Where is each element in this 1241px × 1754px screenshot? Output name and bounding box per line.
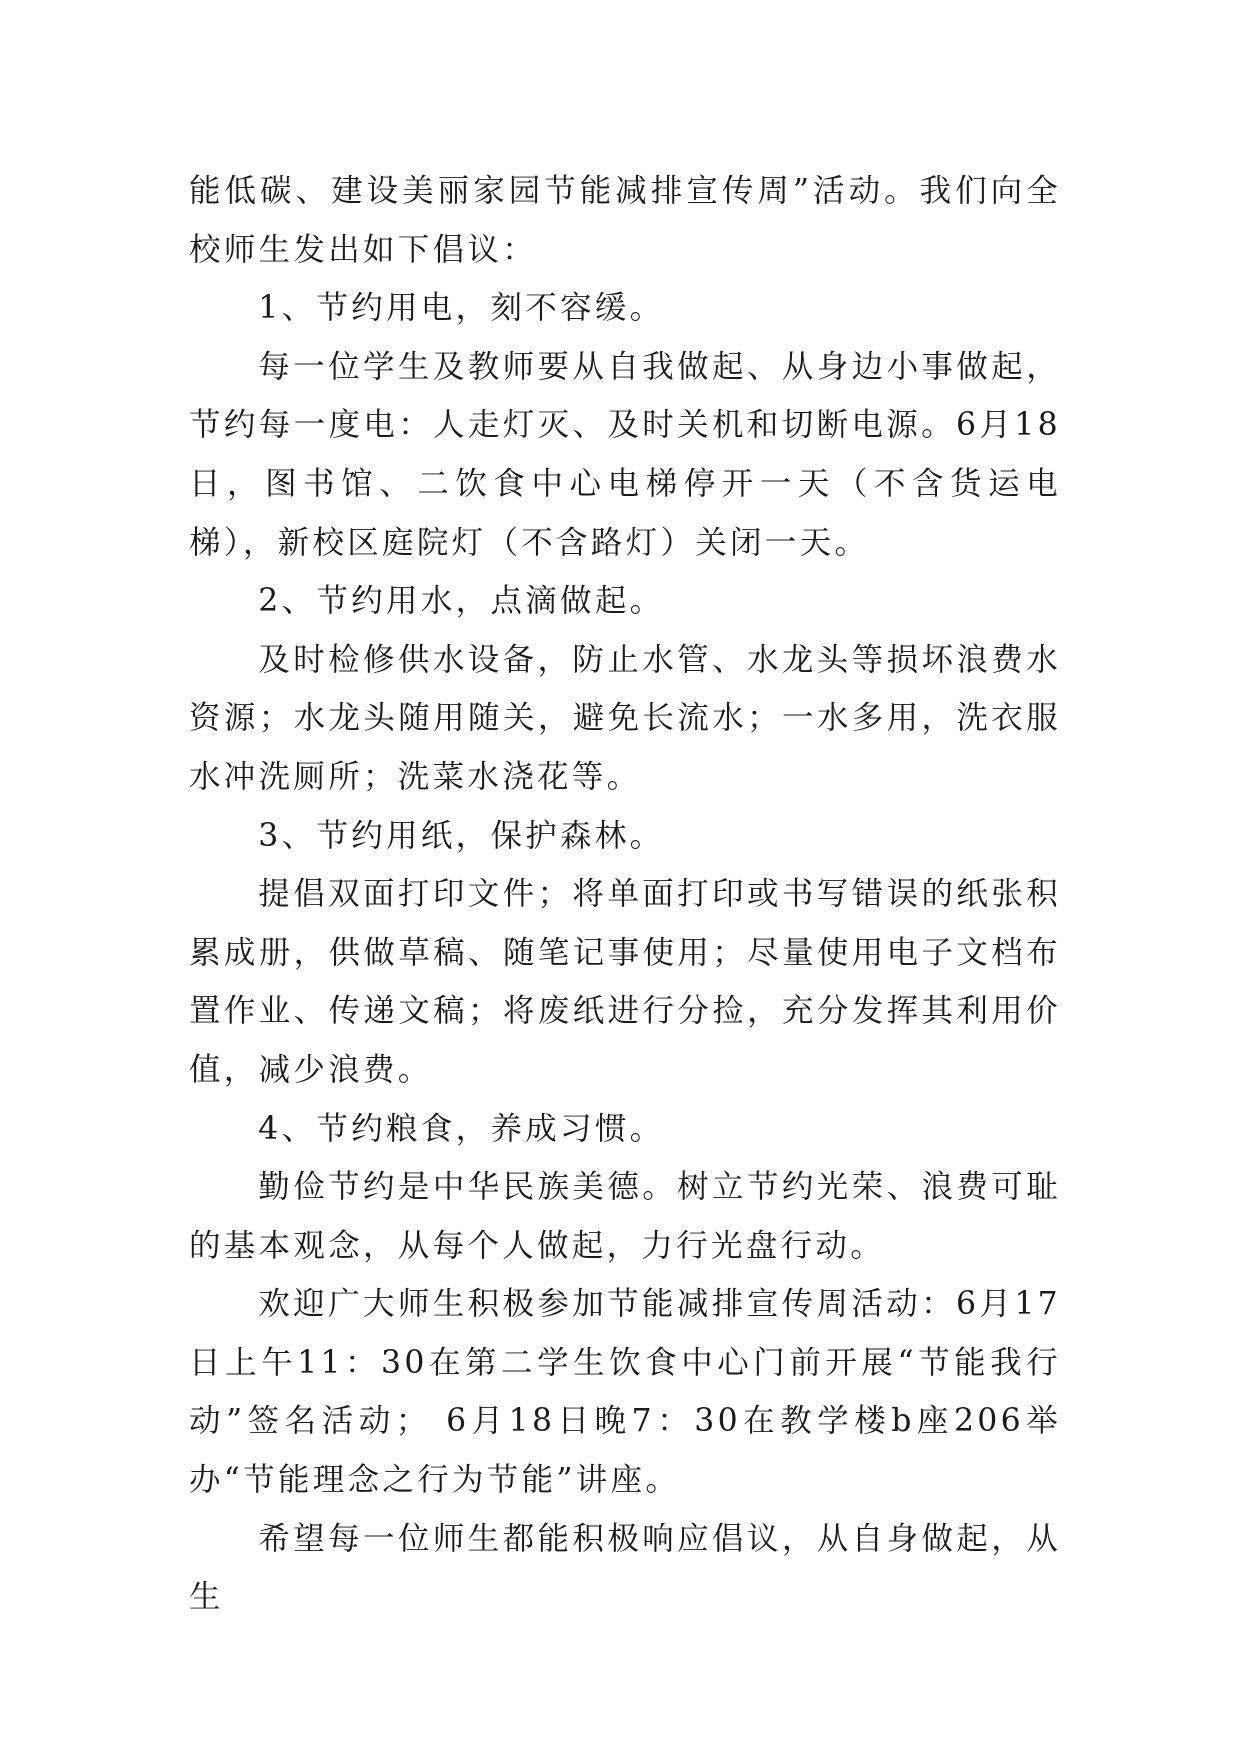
paragraph-save-paper: 提倡双面打印文件；将单面打印或书写错误的纸张积累成册，供做草稿、随笔记事使用；尽量使用电子文档布置作业、传递文稿；将废纸进行分捡，充分发挥其利用价值，减少浪费。 <box>189 876 1061 1088</box>
heading-save-electricity: 1、节约用电，刻不容缓。 <box>258 290 665 327</box>
paragraph-save-electricity: 每一位学生及教师要从自我做起、从身边小事做起，节约每一度电：人走灯灭、及时关机和切断电源。6月18日，图书馆、二饮食中心电梯停开一天（不含货运电梯），新校区庭院灯（不含路灯）关闭一天。 <box>189 348 1061 561</box>
paragraph-intro-continued: 能低碳、建设美丽家园节能减排宣传周”活动。我们向全校师生发出如下倡议： <box>189 173 1061 268</box>
heading-save-water: 2、节约用水，点滴做起。 <box>258 583 665 620</box>
heading-save-paper: 3、节约用纸，保护森林。 <box>258 817 665 854</box>
heading-save-food: 4、节约粮食，养成习惯。 <box>258 1110 665 1147</box>
paragraph-save-water: 及时检修供水设备，防止水管、水龙头等损坏浪费水资源；水龙头随用随关，避免长流水；一水多用，洗衣服水冲洗厕所；洗菜水浇花等。 <box>189 641 1061 795</box>
paragraph-save-food: 勤俭节约是中华民族美德。树立节约光荣、浪费可耻的基本观念，从每个人做起，力行光盘行动。 <box>189 1169 1061 1264</box>
paragraph-event-invitation: 欢迎广大师生积极参加节能减排宣传周活动：6月17日上午11：30在第二学生饮食中心门前开展“节能我行动”签名活动； 6月18日晚7：30在教学楼b座206举办“节能理念之行为节能”讲座。 <box>189 1286 1061 1499</box>
document-body <box>189 162 1061 1627</box>
paragraph-closing: 希望每一位师生都能积极响应倡议，从自身做起，从生 <box>189 1520 1061 1616</box>
